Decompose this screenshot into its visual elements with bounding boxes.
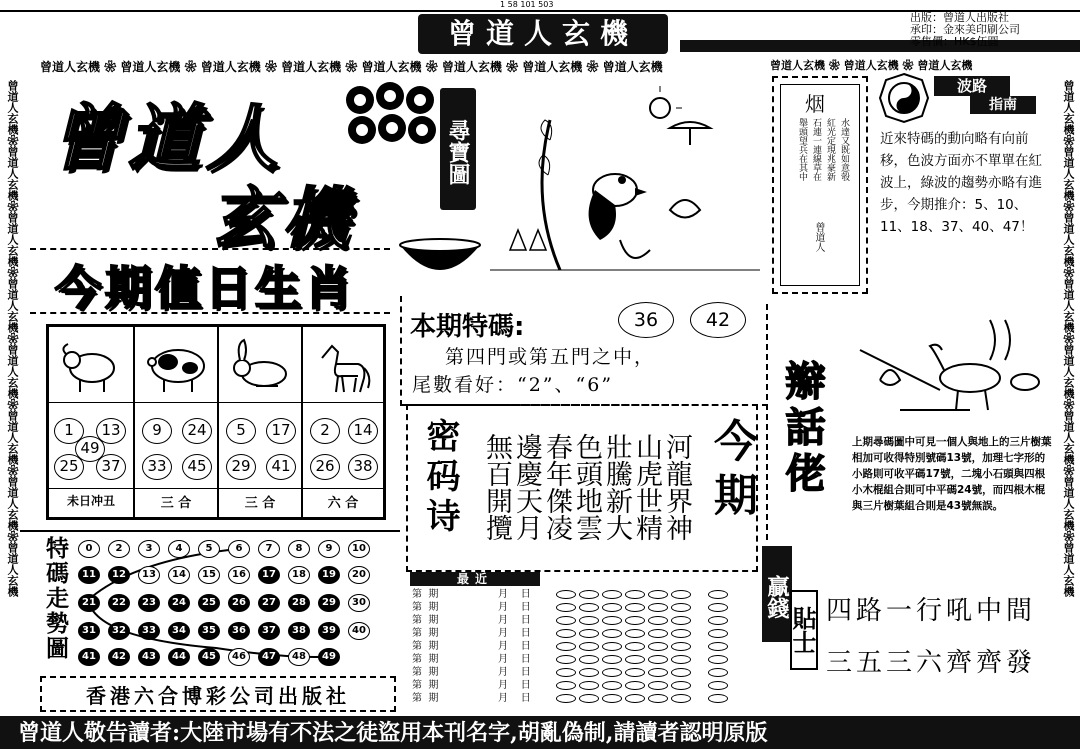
printer-line: 承印：金來美印刷公司	[910, 23, 1020, 36]
zodiac-number: 14	[348, 418, 378, 444]
recent-number-oval	[602, 616, 622, 625]
trend-ball: 47	[258, 648, 280, 666]
trend-ball: 3	[138, 540, 160, 558]
recent-number-oval	[625, 681, 645, 690]
trend-ball: 12	[108, 566, 130, 584]
recent-number-oval	[671, 694, 691, 703]
price-line: 零售價：HK$伍圓	[910, 35, 999, 48]
trend-ball: 20	[348, 566, 370, 584]
smoke-poem-line: 石連一連線草在	[811, 118, 821, 181]
recent-number-oval	[671, 629, 691, 638]
recent-number-oval	[579, 603, 599, 612]
trend-ball: 17	[258, 566, 280, 584]
recent-row	[412, 628, 438, 639]
recent-date-cell: 月 日	[498, 628, 531, 639]
treasure-map-badge: 尋寶圖	[440, 88, 476, 210]
trend-ball: 21	[78, 594, 100, 612]
recent-number-oval	[671, 616, 691, 625]
zodiac-number: 17	[266, 418, 296, 444]
zodiac-table	[46, 324, 386, 520]
repeat-banner-text: 曾道人玄機	[120, 60, 181, 74]
recent-number-oval	[625, 642, 645, 651]
secret-poem-column: 壯騰新大	[601, 433, 632, 541]
special-line-1: 第四門或第五門之中，	[445, 346, 656, 368]
repeat-banner-text: 曾道人玄機	[6, 410, 19, 465]
yin-yang-icon	[878, 72, 930, 124]
zodiac-row-line	[48, 402, 384, 403]
recent-number-oval	[556, 655, 576, 664]
recent-number-oval	[671, 603, 691, 612]
trend-ball: 14	[168, 566, 190, 584]
repeat-banner-text: 曾道人玄機	[6, 278, 19, 333]
trend-ball: 27	[258, 594, 280, 612]
recent-number-oval	[648, 694, 668, 703]
zodiac-number: 41	[266, 454, 296, 480]
trend-ball: 4	[168, 540, 190, 558]
recent-number-oval	[648, 590, 668, 599]
logo-area	[30, 80, 440, 257]
repeat-banner-text: 曾道人玄機	[1062, 278, 1075, 333]
logo-title-line2: 玄機	[210, 179, 354, 257]
zodiac-number: 13	[96, 418, 126, 444]
recent-number-oval	[625, 603, 645, 612]
recent-number-oval	[556, 616, 576, 625]
trend-ball: 29	[318, 594, 340, 612]
recent-number-oval	[648, 603, 668, 612]
recent-number-oval	[708, 655, 728, 664]
recent-date-cell: 月 日	[498, 654, 531, 665]
trend-ball: 42	[108, 648, 130, 666]
trend-ball: 36	[228, 622, 250, 640]
smoke-poem-line: 舉頭望兵在其中	[797, 118, 807, 181]
recent-number-oval	[671, 642, 691, 651]
repeat-banner-text: 曾道人玄機	[522, 60, 583, 74]
bird-cartoon-image	[490, 80, 760, 280]
trend-ball: 45	[198, 648, 220, 666]
wave-guide-title-1: 波路	[934, 76, 1010, 96]
recent-number-oval	[556, 681, 576, 690]
trend-ball: 0	[78, 540, 100, 558]
trend-ball: 39	[318, 622, 340, 640]
trend-vertical-title: 特碼走勢圖	[42, 536, 69, 661]
trend-ball: 40	[348, 622, 370, 640]
trend-ball: 8	[288, 540, 310, 558]
zodiac-number: 24	[182, 418, 212, 444]
zodiac-group-label: 三 合	[244, 496, 276, 511]
footer-notice: 曾道人敬告讀者:大陸市場有不法之徒盜用本刊名字,胡亂偽制,請讀者認明原版	[18, 720, 768, 746]
recent-number-oval	[602, 655, 622, 664]
recent-number-oval	[579, 590, 599, 599]
coin-ornament-icon	[340, 82, 440, 162]
recent-number-oval	[556, 590, 576, 599]
recent-number-oval	[602, 642, 622, 651]
win-money-label-a: 贏錢	[762, 546, 792, 642]
zodiac-number: 2	[310, 418, 340, 444]
recent-number-oval	[625, 694, 645, 703]
recent-number-oval	[556, 668, 576, 677]
recent-row-label: 第 期	[412, 628, 439, 639]
repeat-banner-text: 曾道人玄機	[6, 344, 19, 399]
recent-number-oval	[625, 629, 645, 638]
recent-row	[412, 602, 438, 613]
special-number: 42	[690, 302, 746, 338]
trend-ball: 18	[288, 566, 310, 584]
trend-ball: 2	[108, 540, 130, 558]
repeat-banner-text: 曾道人玄機	[6, 146, 19, 201]
trend-ball: 6	[228, 540, 250, 558]
recent-number-oval	[625, 655, 645, 664]
smoke-poem-signature: 曾道人	[813, 222, 824, 252]
repeat-banner-text: 曾道人玄機	[1062, 146, 1075, 201]
special-line-2: 尾數看好：“2”、“6”	[412, 374, 614, 396]
recent-number-oval	[602, 681, 622, 690]
secret-poem-column: 山虎世精	[631, 433, 662, 541]
recent-row-label: 第 期	[412, 589, 439, 600]
secret-poem-column: 春年傑凌	[541, 433, 572, 541]
masthead-title: 曾道人玄機	[447, 17, 638, 50]
recent-number-oval	[556, 694, 576, 703]
win-money-label-b: 貼士	[790, 590, 818, 670]
secret-poem-title-text: 密码诗	[420, 418, 460, 538]
publisher-info	[910, 12, 1080, 48]
riddle-vertical-title: 辮話佬	[779, 360, 826, 498]
recent-number-oval	[708, 629, 728, 638]
recent-number-oval	[556, 629, 576, 638]
special-label: 本期特碼:	[410, 312, 525, 342]
trend-ball: 10	[348, 540, 370, 558]
recent-number-oval	[579, 616, 599, 625]
secret-poem-title	[420, 418, 460, 538]
recent-number-oval	[579, 642, 599, 651]
zodiac-number: 49	[75, 436, 105, 462]
special-number: 36	[618, 302, 674, 338]
publisher-line: 出版：曾道人出版社	[910, 11, 1009, 24]
trend-grid	[76, 538, 396, 668]
recent-number-oval	[579, 668, 599, 677]
recent-number-oval	[648, 668, 668, 677]
secret-poem-column: 無百開攬	[481, 433, 512, 541]
secret-poem-column: 色頭地雲	[571, 433, 602, 541]
zodiac-group-label: 未日冲丑	[66, 494, 115, 508]
zodiac-number: 25	[54, 454, 84, 480]
recent-row-label: 第 期	[412, 680, 439, 691]
recent-row	[412, 589, 438, 600]
repeat-banner-text: 曾道人玄機	[1062, 212, 1075, 267]
repeat-banner-text: 曾道人玄機	[1062, 476, 1075, 531]
top-tiny-text: 1 58 101 503	[500, 0, 554, 9]
trend-ball: 11	[78, 566, 100, 584]
trend-ball: 33	[138, 622, 160, 640]
zodiac-number: 38	[348, 454, 378, 480]
win-money-line-1: 四路一行吼中間	[826, 596, 1037, 626]
recent-date-cell: 月 日	[498, 667, 531, 678]
repeat-banner-right: 曾道人玄機 ❀ 曾道人玄機 ❀ 曾道人玄機	[770, 59, 973, 72]
win-money-line-2: 三五三六齊齊發	[826, 648, 1037, 678]
recent-number-oval	[671, 681, 691, 690]
zodiac-group-label: 六 合	[327, 496, 359, 511]
trend-ball: 46	[228, 648, 250, 666]
today-zodiac-heading: 今期值日生肖	[55, 261, 355, 315]
camel-cartoon-image	[840, 310, 1050, 428]
recent-number-oval	[708, 681, 728, 690]
recent-number-oval	[625, 668, 645, 677]
recent-number-oval	[671, 590, 691, 599]
trend-ball: 30	[348, 594, 370, 612]
recent-number-oval	[648, 681, 668, 690]
repeat-banner-text: 曾道人玄機	[1062, 344, 1075, 399]
trend-ball: 16	[228, 566, 250, 584]
secret-poem-column: 河龍界神	[661, 433, 692, 541]
trend-ball: 32	[108, 622, 130, 640]
secret-poem-side-label: 今期	[706, 418, 757, 526]
repeat-banner-text: 曾道人玄機	[361, 60, 422, 74]
recent-date-cell: 月 日	[498, 602, 531, 613]
recent-date-cell: 月 日	[498, 589, 531, 600]
recent-number-oval	[579, 694, 599, 703]
trend-ball: 44	[168, 648, 190, 666]
zodiac-number: 5	[226, 418, 256, 444]
rabbit-icon	[226, 338, 296, 394]
wave-guide-text: 近來特碼的動向略有向前移，色波方面亦不單單在紅波上，綠波的趨勢亦略有進步，今期推介：5、10、11、18、37、40、47！	[880, 131, 1042, 235]
trend-ball: 38	[288, 622, 310, 640]
sheep-icon	[58, 338, 124, 394]
recent-number-oval	[602, 603, 622, 612]
recent-number-oval	[602, 668, 622, 677]
zodiac-number: 33	[142, 454, 172, 480]
recent-number-oval	[648, 629, 668, 638]
zodiac-number: 45	[182, 454, 212, 480]
trend-ball: 35	[198, 622, 220, 640]
recent-number-oval	[602, 590, 622, 599]
trend-ball: 25	[198, 594, 220, 612]
recent-number-oval	[625, 616, 645, 625]
recent-row-label: 第 期	[412, 615, 439, 626]
zodiac-number: 1	[54, 418, 84, 444]
recent-number-oval	[625, 590, 645, 599]
trend-ball: 9	[318, 540, 340, 558]
repeat-banner-text: 曾道人玄機	[843, 59, 899, 72]
smoke-poem-line: 紅光定現兆豪新	[825, 118, 835, 181]
recent-row-label: 第 期	[412, 654, 439, 665]
recent-number-oval	[708, 603, 728, 612]
recent-row	[412, 667, 438, 678]
zodiac-row-line	[48, 488, 384, 489]
smoke-poem-line: 水達又既如意彀	[839, 118, 849, 181]
recent-number-oval	[648, 616, 668, 625]
trend-ball: 37	[258, 622, 280, 640]
trend-ball: 43	[138, 648, 160, 666]
recent-date-cell: 月 日	[498, 693, 531, 704]
pig-icon	[140, 338, 214, 394]
repeat-banner-text: 曾道人玄機	[602, 60, 663, 74]
trend-ball: 26	[228, 594, 250, 612]
secret-poem-column: 邊慶天月	[511, 433, 542, 541]
trend-ball: 49	[318, 648, 340, 666]
repeat-banner-text: 曾道人玄機	[1062, 80, 1075, 135]
trend-ball: 19	[318, 566, 340, 584]
trend-ball: 28	[288, 594, 310, 612]
trend-ball: 23	[138, 594, 160, 612]
recent-number-oval	[708, 642, 728, 651]
recent-number-oval	[556, 642, 576, 651]
smoke-poem-title: 烟	[805, 92, 825, 116]
trend-ball: 22	[108, 594, 130, 612]
zodiac-group-label: 三 合	[160, 496, 192, 511]
recent-row-label: 第 期	[412, 693, 439, 704]
repeat-banner-text: 曾道人玄機	[770, 59, 825, 72]
recent-row	[412, 641, 438, 652]
recent-row-label: 第 期	[412, 667, 439, 678]
recent-number-oval	[648, 642, 668, 651]
repeat-banner-text: 曾道人玄機	[1062, 410, 1075, 465]
repeat-banner-text: 曾道人玄機	[6, 542, 19, 597]
repeat-banner-text: 曾道人玄機	[441, 60, 502, 74]
recent-date-cell: 月 日	[498, 680, 531, 691]
trend-ball: 48	[288, 648, 310, 666]
recent-row	[412, 654, 438, 665]
recent-number-oval	[648, 655, 668, 664]
recent-number-oval	[671, 668, 691, 677]
recent-number-oval	[556, 603, 576, 612]
trend-ball: 24	[168, 594, 190, 612]
zodiac-number: 29	[226, 454, 256, 480]
trend-ball: 5	[198, 540, 220, 558]
zodiac-number: 26	[310, 454, 340, 480]
recent-number-oval	[579, 655, 599, 664]
riddle-text: 上期尋碼圖中可見一個人與地上的三片樹葉相加可收得特別號碼13號，加理七字形的小路則可收平碼17號，二塊小石頭與四根小木棍組合則可中平碼24號，而四根木棍與三片樹葉組合則是43號無誤。	[852, 436, 1052, 512]
recent-row	[412, 693, 438, 704]
recent-number-oval	[708, 590, 728, 599]
horse-icon	[312, 338, 374, 394]
zodiac-number: 37	[96, 454, 126, 480]
repeat-banner-text: 曾道人玄機	[6, 212, 19, 267]
recent-date-cell: 月 日	[498, 615, 531, 626]
bowl-icon	[395, 235, 485, 285]
recent-number-oval	[579, 629, 599, 638]
trend-ball: 7	[258, 540, 280, 558]
trend-ball: 15	[198, 566, 220, 584]
right-border-strip: 曾道人玄機❀曾道人玄機❀曾道人玄機❀曾道人玄機❀曾道人玄機❀曾道人玄機❀曾道人玄機❀曾道人玄機	[1062, 80, 1075, 597]
repeat-banner: 曾道人玄機 ❀ 曾道人玄機 ❀ 曾道人玄機 ❀ 曾道人玄機 ❀ 曾道人玄機 ❀ 曾道人玄機 ❀ 曾道人玄機 ❀ 曾道人玄機	[40, 60, 663, 74]
repeat-banner-text: 曾道人玄機	[917, 59, 973, 72]
repeat-banner-text: 曾道人玄機	[200, 60, 261, 74]
repeat-banner-text: 曾道人玄機	[40, 60, 101, 74]
recent-number-oval	[671, 655, 691, 664]
repeat-banner-text: 曾道人玄機	[1062, 542, 1075, 597]
trend-ball: 41	[78, 648, 100, 666]
recent-number-oval	[708, 694, 728, 703]
repeat-banner-text: 曾道人玄機	[281, 60, 342, 74]
recent-number-oval	[708, 616, 728, 625]
trend-publisher: 香港六合博彩公司出版社	[86, 684, 350, 708]
recent-date-cell: 月 日	[498, 641, 531, 652]
recent-number-oval	[579, 681, 599, 690]
recent-number-oval	[602, 629, 622, 638]
recent-number-oval	[708, 668, 728, 677]
recent-row-label: 第 期	[412, 602, 439, 613]
trend-ball: 13	[138, 566, 160, 584]
repeat-banner-text: 曾道人玄機	[6, 80, 19, 135]
recent-row	[412, 615, 438, 626]
recent-row	[412, 680, 438, 691]
recent-row-label: 第 期	[412, 641, 439, 652]
logo-title-line1: 曾道人	[50, 95, 285, 180]
trend-ball: 34	[168, 622, 190, 640]
repeat-banner-text: 曾道人玄機	[6, 476, 19, 531]
recent-title: 最近	[410, 572, 540, 586]
wave-guide-title-2: 指南	[970, 96, 1036, 114]
left-border-strip: 曾道人玄機❀曾道人玄機❀曾道人玄機❀曾道人玄機❀曾道人玄機❀曾道人玄機❀曾道人玄機❀曾道人玄機	[6, 80, 19, 597]
trend-ball: 31	[78, 622, 100, 640]
recent-number-oval	[602, 694, 622, 703]
zodiac-number: 9	[142, 418, 172, 444]
